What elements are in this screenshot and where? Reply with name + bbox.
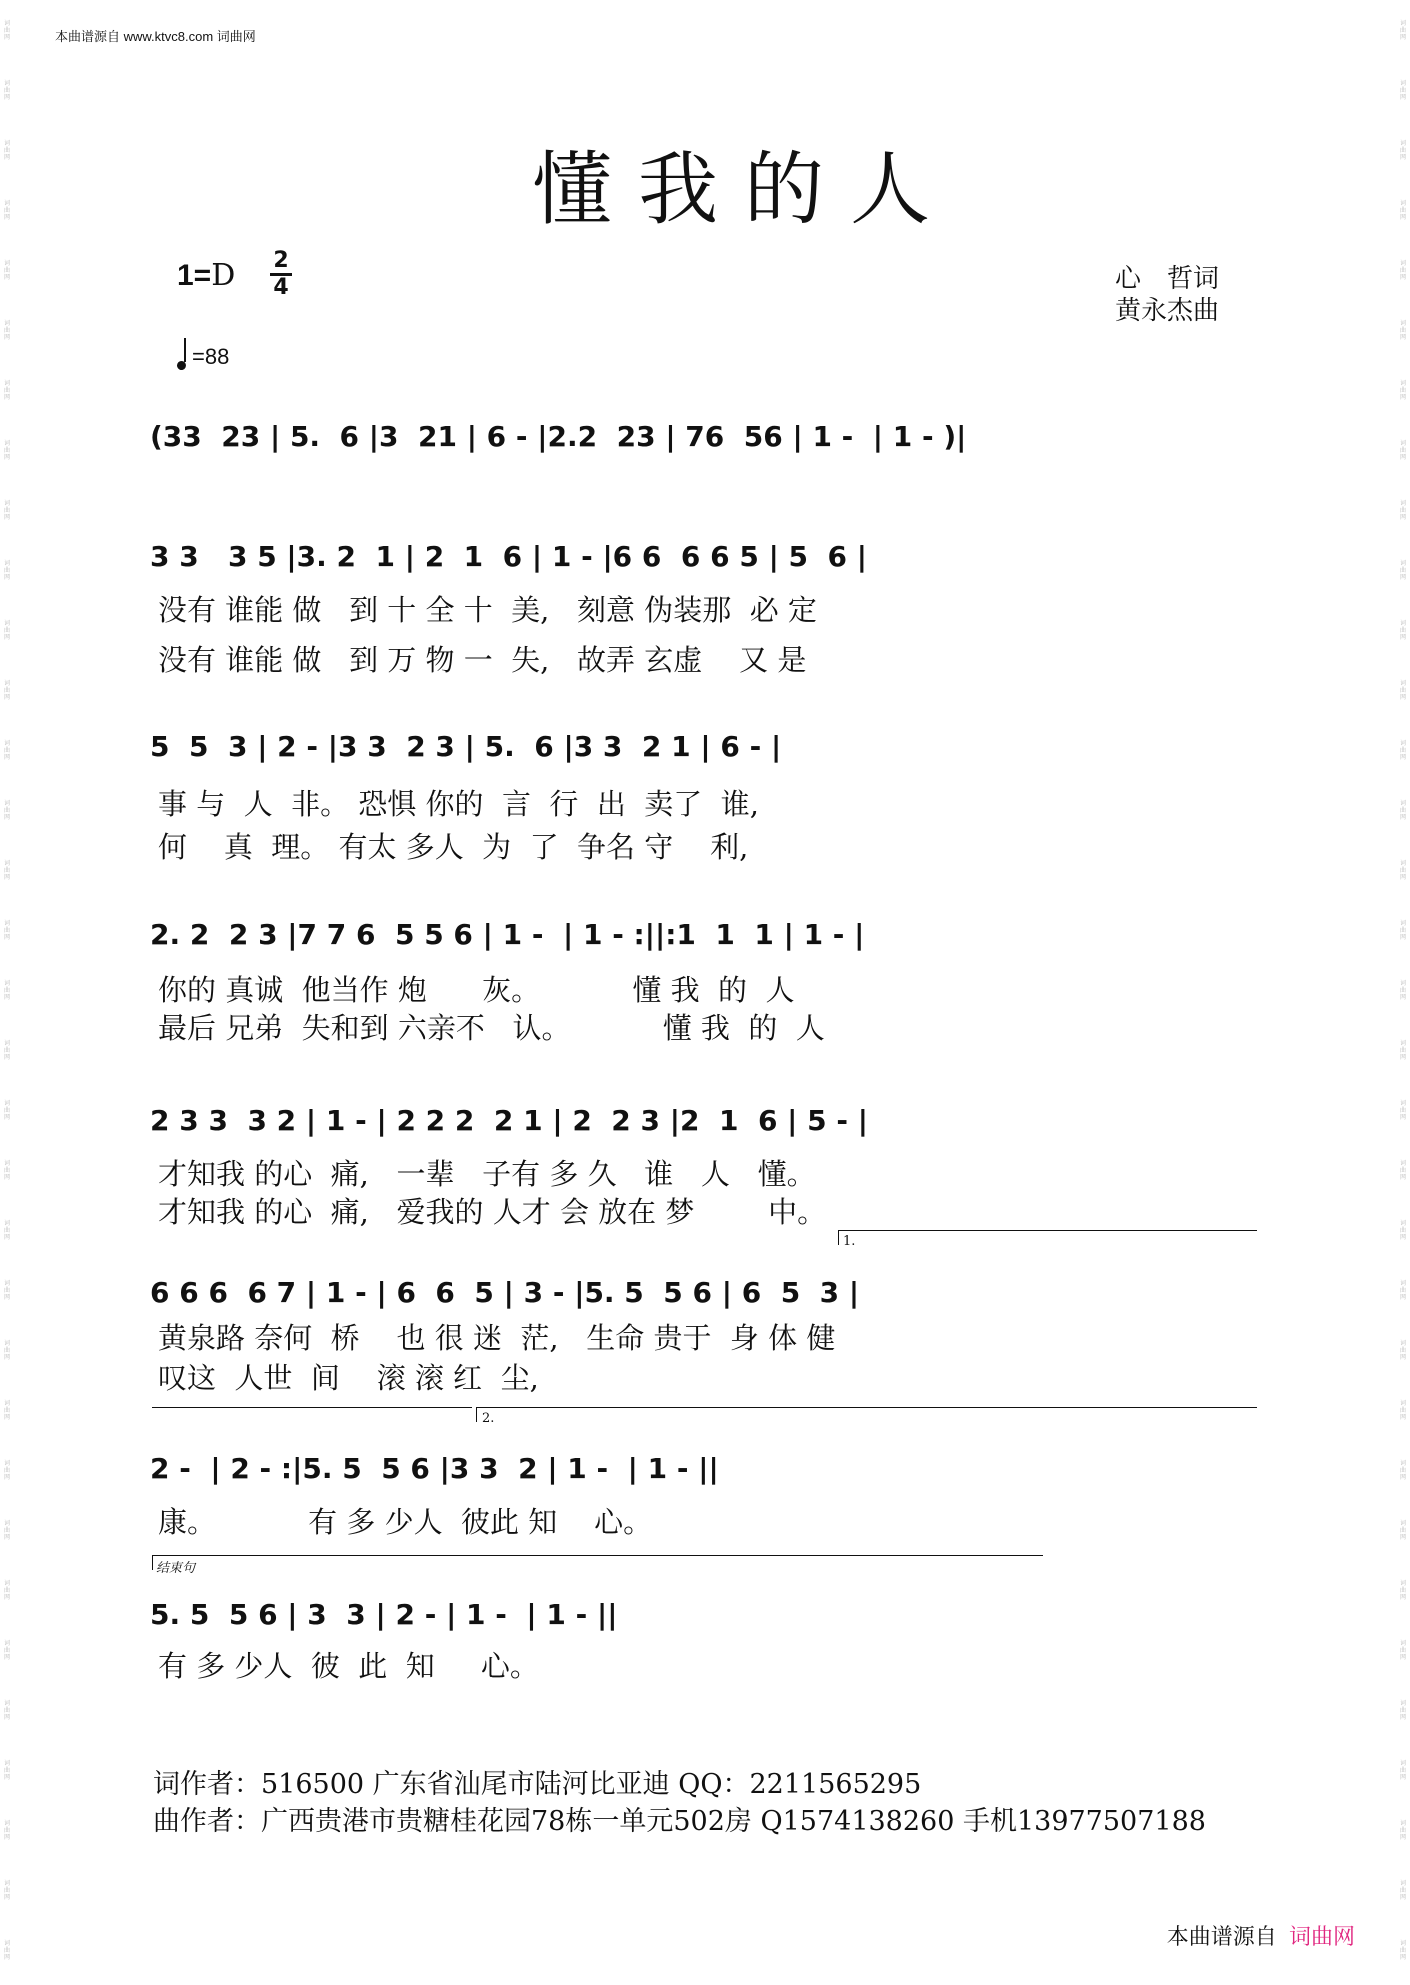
- watermark-mark: 词 曲 网: [1399, 800, 1406, 821]
- watermark-mark: 词 曲 网: [3, 1760, 10, 1781]
- watermark-mark: 词 曲 网: [3, 680, 10, 701]
- notation-line: 3 3 3 5 |3. 2 1 | 2 1 6 | 1 - |6 6 6 6 5 | 5 6 |: [150, 540, 867, 573]
- watermark-mark: 词 曲 网: [3, 1100, 10, 1121]
- time-signature-top: 2: [273, 248, 289, 273]
- watermark-mark: 词 曲 网: [3, 860, 10, 881]
- source-header: 本曲谱源自 www.ktvc8.com 词曲网: [55, 29, 256, 44]
- watermark-mark: 词 曲 网: [1399, 440, 1406, 461]
- key-prefix: 1=: [177, 259, 212, 292]
- right-watermark-strip: [1398, 0, 1408, 1985]
- notation-line: 2 - | 2 - :|5. 5 5 6 |3 3 2 | 1 - | 1 - ||: [150, 1452, 719, 1485]
- lyrics-verse-2: 没有 谁能 做 到 万 物 一 失, 故弄 玄虚 又 是: [158, 643, 807, 677]
- lyrics-verse-1: 事 与 人 非。 恐惧 你的 言 行 出 卖了 谁,: [158, 787, 759, 821]
- watermark-mark: 词 曲 网: [1399, 560, 1406, 581]
- brand-site-link[interactable]: 词曲网: [1288, 1924, 1355, 1949]
- time-signature-bottom: 4: [273, 275, 289, 300]
- watermark-mark: 词 曲 网: [1399, 860, 1406, 881]
- watermark-mark: 词 曲 网: [1399, 1280, 1406, 1301]
- notation-line: 5 5 3 | 2 - |3 3 2 3 | 5. 6 |3 3 2 1 | 6 - |: [150, 730, 782, 763]
- watermark-mark: 词 曲 网: [1399, 20, 1406, 41]
- watermark-mark: 词 曲 网: [1399, 1520, 1406, 1541]
- watermark-mark: 词 曲 网: [1399, 380, 1406, 401]
- watermark-mark: 词 曲 网: [1399, 1640, 1406, 1661]
- volta-second-bracket: [476, 1407, 1257, 1422]
- lyrics-verse-1: 你的 真诚 他当作 炮 灰。 懂 我 的 人: [158, 973, 795, 1007]
- time-signature: [270, 250, 292, 299]
- tempo-value: =88: [192, 344, 230, 369]
- notation-line: 2. 2 2 3 |7 7 6 5 5 6 | 1 - | 1 - :||:1 1 1 | 1 - |: [150, 918, 865, 951]
- lyrics-verse-2: 何 真 理。 有太 多人 为 了 争名 守 利,: [158, 830, 749, 864]
- watermark-mark: 词 曲 网: [1399, 320, 1406, 341]
- notation-line: (33 23 | 5. 6 |3 21 | 6 - |2.2 23 | 76 56 | 1 - | 1 - )|: [150, 420, 967, 453]
- watermark-mark: 词 曲 网: [3, 1160, 10, 1181]
- lyrics-verse-2: 才知我 的心 痛, 爱我的 人才 会 放在 梦 中。: [158, 1195, 827, 1229]
- watermark-mark: 词 曲 网: [1399, 740, 1406, 761]
- watermark-mark: 词 曲 网: [3, 1580, 10, 1601]
- watermark-mark: 词 曲 网: [3, 1640, 10, 1661]
- watermark-mark: 词 曲 网: [3, 1820, 10, 1841]
- watermark-mark: 词 曲 网: [1399, 1700, 1406, 1721]
- watermark-mark: 词 曲 网: [1399, 920, 1406, 941]
- watermark-mark: 词 曲 网: [1399, 1460, 1406, 1481]
- watermark-mark: 词 曲 网: [1399, 1580, 1406, 1601]
- lyricist-credit: 心 哲词: [1115, 264, 1220, 294]
- watermark-mark: 词 曲 网: [1399, 620, 1406, 641]
- watermark-mark: 词 曲 网: [3, 1400, 10, 1421]
- watermark-mark: 词 曲 网: [1399, 1340, 1406, 1361]
- song-title: 懂我的人: [532, 143, 956, 236]
- watermark-mark: 词 曲 网: [3, 1700, 10, 1721]
- volta-first-label: 1.: [843, 1234, 856, 1249]
- watermark-mark: 词 曲 网: [1399, 260, 1406, 281]
- watermark-mark: 词 曲 网: [3, 80, 10, 101]
- watermark-mark: 词 曲 网: [3, 1040, 10, 1061]
- key-letter: D: [211, 258, 236, 293]
- watermark-mark: 词 曲 网: [1399, 680, 1406, 701]
- watermark-mark: 词 曲 网: [3, 140, 10, 161]
- watermark-mark: 词 曲 网: [3, 260, 10, 281]
- watermark-mark: 词 曲 网: [3, 920, 10, 941]
- lyrics-verse-2: 最后 兄弟 失和到 六亲不 认。 懂 我 的 人: [158, 1011, 825, 1045]
- watermark-mark: 词 曲 网: [1399, 80, 1406, 101]
- watermark-mark: 词 曲 网: [3, 800, 10, 821]
- lyrics-verse-1: 才知我 的心 痛, 一辈 子有 多 久 谁 人 懂。: [158, 1157, 816, 1191]
- watermark-mark: 词 曲 网: [1399, 1880, 1406, 1901]
- watermark-mark: 词 曲 网: [1399, 1220, 1406, 1241]
- watermark-mark: 词 曲 网: [3, 620, 10, 641]
- brand-prefix: 本曲谱源自: [1166, 1924, 1277, 1949]
- watermark-mark: 词 曲 网: [1399, 980, 1406, 1001]
- watermark-mark: 词 曲 网: [3, 380, 10, 401]
- watermark-mark: 词 曲 网: [1399, 200, 1406, 221]
- watermark-mark: 词 曲 网: [3, 1280, 10, 1301]
- watermark-mark: 词 曲 网: [1399, 1820, 1406, 1841]
- lyrics-verse-1: 黄泉路 奈何 桥 也 很 迷 茫, 生命 贵于 身 体 健: [158, 1321, 836, 1355]
- watermark-mark: 词 曲 网: [1399, 140, 1406, 161]
- brand-footer: [1167, 1920, 1355, 1951]
- notation-line: 5. 5 5 6 | 3 3 | 2 - | 1 - | 1 - ||: [150, 1598, 618, 1631]
- watermark-mark: 词 曲 网: [3, 1520, 10, 1541]
- watermark-mark: 词 曲 网: [3, 1460, 10, 1481]
- watermark-mark: 词 曲 网: [1399, 1400, 1406, 1421]
- composer-contact: 曲作者：广西贵港市贵糖桂花园78栋一单元502房 Q1574138260 手机13977507188: [153, 1806, 1206, 1837]
- watermark-mark: 词 曲 网: [3, 1340, 10, 1361]
- notation-line: 2 3 3 3 2 | 1 - | 2 2 2 2 1 | 2 2 3 |2 1 6 | 5 - |: [150, 1104, 868, 1137]
- watermark-mark: 词 曲 网: [1399, 1940, 1406, 1961]
- lyrics-ending: 有 多 少人 彼 此 知 心。: [158, 1649, 539, 1683]
- volta-first-bracket: [838, 1230, 1257, 1245]
- watermark-mark: 词 曲 网: [3, 500, 10, 521]
- composer-credit: 黄永杰曲: [1115, 296, 1220, 326]
- watermark-mark: 词 曲 网: [3, 320, 10, 341]
- lyrics-verse-2: 叹这 人世 间 滚 滚 红 尘,: [158, 1361, 539, 1395]
- watermark-mark: 词 曲 网: [3, 20, 10, 41]
- watermark-mark: 词 曲 网: [3, 1880, 10, 1901]
- watermark-mark: 词 曲 网: [3, 560, 10, 581]
- watermark-mark: 词 曲 网: [3, 1220, 10, 1241]
- tempo-marking: [177, 340, 229, 370]
- notation-line: 6 6 6 6 7 | 1 - | 6 6 5 | 3 - |5. 5 5 6 | 6 5 3 |: [150, 1276, 860, 1309]
- volta-second-label: 2.: [482, 1411, 495, 1426]
- watermark-mark: 词 曲 网: [3, 440, 10, 461]
- watermark-mark: 词 曲 网: [3, 1940, 10, 1961]
- ending-bracket: [152, 1555, 1043, 1570]
- left-watermark-strip: [2, 0, 12, 1985]
- lyrics-verse-1: 康。 有 多 少人 彼此 知 心。: [158, 1505, 653, 1539]
- lyrics-verse-1: 没有 谁能 做 到 十 全 十 美, 刻意 伪装那 必 定: [158, 593, 817, 627]
- volta-first-continuation: [152, 1407, 472, 1408]
- watermark-mark: 词 曲 网: [1399, 1760, 1406, 1781]
- watermark-mark: 词 曲 网: [3, 200, 10, 221]
- ending-label: 结束句: [156, 1561, 196, 1576]
- key-signature: [177, 258, 235, 293]
- watermark-mark: 词 曲 网: [3, 740, 10, 761]
- lyricist-contact: 词作者：516500 广东省汕尾市陆河比亚迪 QQ：2211565295: [153, 1769, 922, 1800]
- watermark-mark: 词 曲 网: [3, 980, 10, 1001]
- watermark-mark: 词 曲 网: [1399, 500, 1406, 521]
- watermark-mark: 词 曲 网: [1399, 1100, 1406, 1121]
- watermark-mark: 词 曲 网: [1399, 1040, 1406, 1061]
- watermark-mark: 词 曲 网: [1399, 1160, 1406, 1181]
